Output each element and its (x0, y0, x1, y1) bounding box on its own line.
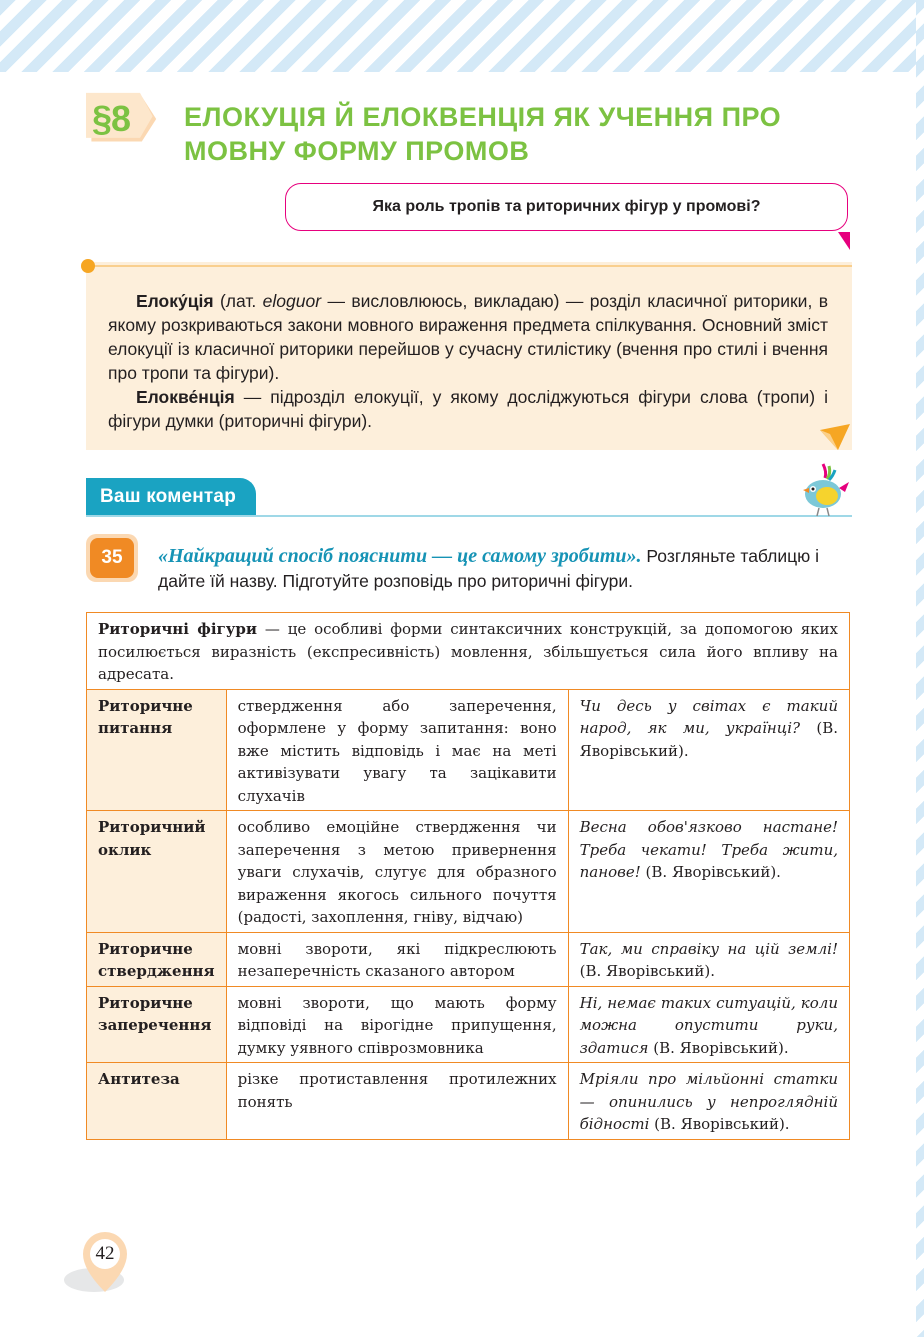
row-term: Антитеза (87, 1063, 227, 1140)
example-text: Так, ми справіку на цій землі! (579, 939, 838, 958)
page-corner-icon (820, 424, 852, 452)
example-text: Весна обов'язково настане! Треба чекати! Треба жити, панове! (579, 818, 838, 881)
intro-text: — це особливі форми синтаксичних конструкцій, за допомогою яких посилюється виразність (експресивність) мовлення, збільшується сила його впливу на адресата. (98, 620, 838, 683)
definition-eloquence (108, 385, 828, 433)
row-term: Риторичний оклик (87, 811, 227, 933)
row-example (568, 1063, 849, 1140)
intro-term: Риторичні фігури (98, 620, 257, 638)
example-author: (В. Яворівський). (640, 863, 781, 881)
task-number-badge (90, 538, 134, 578)
question-text: Яка роль тропів та риторичних фігур у промові? (372, 198, 761, 215)
page-number: 42 (95, 1243, 115, 1264)
row-example (568, 932, 849, 986)
page-title (184, 100, 781, 168)
definition-elocution (108, 289, 828, 385)
question-tail-icon (838, 232, 852, 250)
def-part: — підрозділ елокуції, у якому досліджуються фігури слова (тропи) і фігури думки (риторичні фігури). (108, 387, 828, 431)
example-text: Чи десь у світах є такий народ, як ми, українці? (579, 696, 838, 737)
term-elocution: Елоку́ція (136, 291, 214, 311)
definition-text (108, 289, 828, 433)
example-author: (В. Яворівський). (648, 1038, 789, 1057)
row-example (568, 689, 849, 811)
row-description: мовні звороти, що мають форму відповіді на вірогідне припущення, думку уявного співрозмовника (226, 986, 568, 1063)
task-quote: «Найкращий спосіб пояснити — це самому зробити». (158, 545, 642, 567)
task-instruction: Розгляньте таблицю і дайте їй назву. Підготуйте розповідь про риторичні фігури. (158, 546, 820, 591)
definition-dot-icon (81, 259, 95, 273)
row-term: Риторичне ствердження (87, 932, 227, 986)
table-row (87, 689, 850, 811)
decorative-stripes (0, 0, 924, 72)
table-row (87, 986, 850, 1063)
table-intro-cell (87, 613, 850, 690)
title-line-2: МОВНУ ФОРМУ ПРОМОВ (184, 136, 530, 166)
example-text: Мріяли про мільйонні статки — опинились у непроглядній бідності (579, 1070, 838, 1133)
row-description: ствердження або заперечення, оформлене у форму запитання: воно вже містить відповідь і має на меті активізувати увагу та зацікавити слухачів (226, 689, 568, 811)
table-row (87, 932, 850, 986)
term-eloquence: Елокве́нція (136, 387, 235, 407)
example-text: Ні, немає таких ситуацій, коли можна опустити руки, здатися (579, 993, 838, 1057)
row-example (568, 986, 849, 1063)
definition-box-line (94, 265, 852, 267)
row-description: мовні звороти, які підкреслюють незаперечність сказаного автором (226, 932, 568, 986)
section-number: §8 (92, 98, 131, 139)
decorative-stripes-right (916, 0, 924, 1337)
row-example (568, 811, 849, 933)
question-box (285, 183, 848, 231)
task-text (158, 544, 858, 594)
latin-word: eloguor (262, 291, 322, 311)
def-part: (лат. (213, 291, 263, 311)
comment-underline (86, 515, 852, 517)
task-number: 35 (101, 547, 123, 568)
rhetorical-figures-table (86, 612, 850, 1140)
row-term: Риторичне заперечення (87, 986, 227, 1063)
table-intro-row (87, 613, 850, 690)
row-description: особливо емоційне ствердження чи заперечення з метою привернення уваги слухачів, слугує для образного вираження якогось сильного почуття (радості, захоплення, гніву, відчаю) (226, 811, 568, 933)
table-row (87, 1063, 850, 1140)
comment-tab (86, 478, 256, 516)
example-author: (В. Яворівський). (649, 1115, 790, 1133)
row-description: різке протиставлення протилежних понять (226, 1063, 568, 1140)
example-author: (В. Яворівський). (579, 962, 716, 980)
example-author: (В. Яворівський). (579, 719, 838, 760)
title-line-1: ЕЛОКУЦІЯ Й ЕЛОКВЕНЦІЯ ЯК УЧЕННЯ ПРО (184, 102, 782, 132)
def-part: — висловлююсь, викладаю) — розділ класичної риторики, в якому розкриваються закони мовного вираження предмета спілкування. Основний зміст елокуції із класичної риторики перейшов у сучасну стилістику (вчення про стилі і вчення про тропи та фігури). (108, 291, 828, 383)
row-term: Риторичне питання (87, 689, 227, 811)
comment-tab-label: Ваш коментар (100, 486, 236, 507)
bird-icon (797, 462, 851, 518)
table-row (87, 811, 850, 933)
